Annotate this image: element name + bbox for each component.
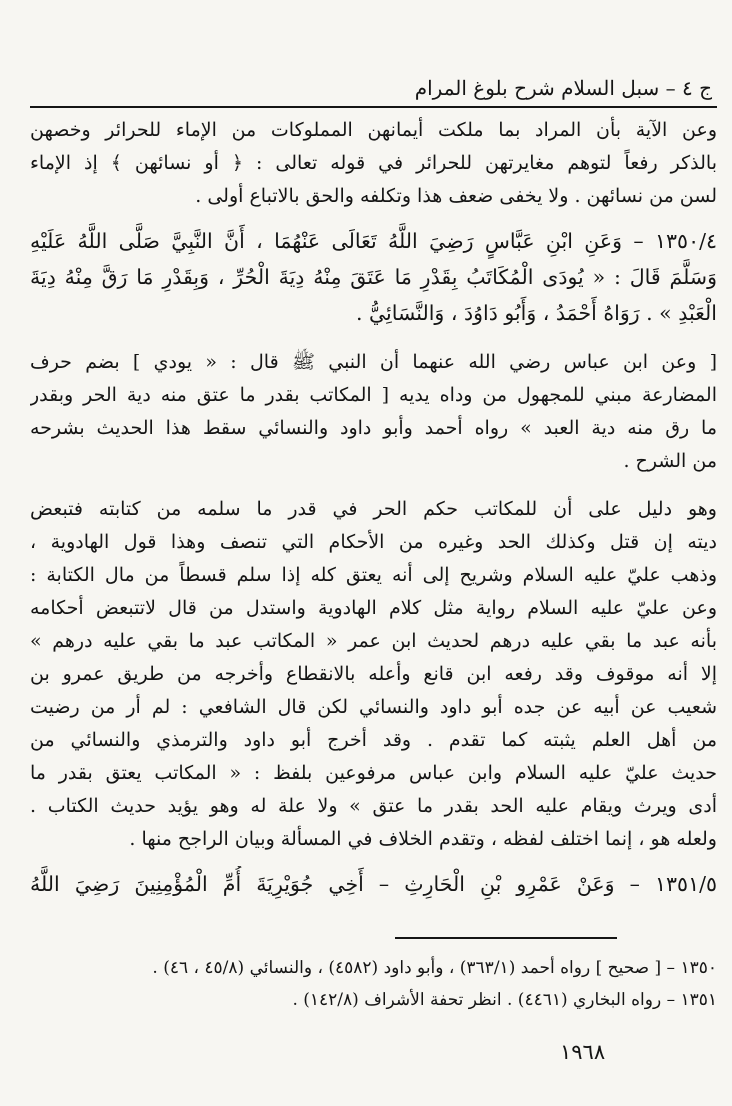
text-line: أدى ويرث ويقام عليه الحد بقدر ما عتق » ولا علة له وهو يؤيد حديث الكتاب .	[30, 795, 717, 817]
hadith-1351	[30, 866, 717, 902]
running-header	[20, 70, 712, 100]
page-number: ١٩٦٨	[560, 1040, 606, 1064]
hadith-line: ١٣٥٠/٤ – وَعَنِ ابْنِ عَبَّاسٍ رَضِيَ اللَّهُ تَعَالَى عَنْهُمَا ، أَنَّ النَّبِيَّ صَلَّى اللَّهُ عَلَيْهِ	[30, 229, 717, 253]
footnote-1351: ١٣٥١ – رواه البخاري (٤٤٦١) . انظر تحفة الأشراف (١٤٢/٨) .	[292, 990, 717, 1010]
text-line: وهو دليل على أن للمكاتب حكم الحر في قدر ما سلمه من كتابته فتبعض	[30, 498, 717, 520]
text-line: وذهب عليّ عليه السلام وشريح إلى أنه يعتق كله إذا سلم قسطاً من مال الكتابة :	[30, 564, 717, 586]
text-line: بالذكر رفعاً لتوهم مغايرتهن للحرائر في قوله تعالى : ﴿ أو نسائهن ﴾ إذ الإماء	[30, 152, 717, 174]
text-line: ولعله هو ، إنما اختلف لفظه ، وتقدم الخلاف في المسألة وبيان الراجح منها .	[129, 828, 717, 850]
text-line: من الشرح .	[623, 450, 717, 472]
text-line: من أهل العلم يثبته كما تقدم . وقد أخرج أبو داود والترمذي والنسائي من	[30, 729, 717, 751]
footnotes	[30, 952, 717, 1016]
running-title: ج ٤ – سبل السلام شرح بلوغ المرام	[414, 76, 712, 100]
text-line: لسن من نسائهن . ولا يخفى ضعف هذا وتكلفه والحق بالاتباع أولى .	[195, 185, 717, 207]
paragraph-commentary-3	[30, 493, 717, 856]
text-line: [ وعن ابن عباس رضي الله عنهما أن النبي ﷺ قال : « يودي ] بضم حرف	[30, 351, 717, 373]
text-line: ما رق منه دية العبد » رواه أحمد وأبو داود والنسائي سقط هذا الحديث بشرحه	[30, 417, 717, 439]
paragraph-commentary-2	[30, 346, 717, 478]
main-text	[30, 114, 717, 902]
text-line: المضارعة مبني للمجهول من وداه يديه [ المكاتب بقدر ما عتق منه دية الحر وبقدر	[30, 384, 717, 406]
hadith-line: الْعَبْدِ » . رَوَاهُ أَحْمَدُ ، وَأَبُو دَاوُدَ ، وَالنَّسَائِيُّ .	[355, 301, 717, 325]
text-line: شعيب عن أبيه عن جده أبو داود والنسائي لكن قال الشافعي : لم أر من رضيت	[30, 696, 717, 718]
text-line: وعن عليّ عليه السلام رواية مثل كلام الهادوية واستدل من قال لاتتبعض أحكامه	[30, 597, 717, 619]
header-rule	[30, 106, 717, 108]
text-line: حديث عليّ عليه السلام وابن عباس مرفوعين بلفظ : « المكاتب يعتق بقدر ما	[30, 762, 717, 784]
hadith-line: ١٣٥١/٥ – وَعَنْ عَمْرِو بْنِ الْحَارِثِ – أَخِي جُوَيْرِيَةَ أُمِّ الْمُؤْمِنِينَ رَضِيَ اللَّهُ	[30, 872, 717, 896]
hadith-line: وَسَلَّمَ قَالَ : « يُودَى الْمُكَاتَبُ بِقَدْرِ مَا عَتَقَ مِنْهُ دِيَةَ الْحُرِّ ، وَبِقَدْرِ مَا رَقَّ مِنْهُ دِيَةَ	[30, 265, 717, 289]
hadith-1350	[30, 223, 717, 331]
paragraph-commentary-1	[30, 114, 717, 213]
text-line: وعن الآية بأن المراد بما ملكت أيمانهن المملوكات من الإماء للحرائر وخصهن	[30, 119, 717, 141]
text-line: إلا أنه موقوف وقد رفعه ابن قانع وأعله بالانقطاع وأخرجه من طريق عمرو بن	[30, 663, 717, 685]
text-line: ديته إن قتل وكذلك الحد وغيره من الأحكام التي تنصف وهذا قول الهادوية ،	[30, 531, 717, 553]
text-line: بأنه عبد ما بقي عليه درهم لحديث ابن عمر « المكاتب عبد ما بقي عليه درهم »	[30, 630, 717, 652]
footnote-1350: ١٣٥٠ – [ صحيح ] رواه أحمد (٣٦٣/١) ، وأبو داود (٤٥٨٢) ، والنسائي (٤٥/٨ ، ٤٦) .	[152, 958, 717, 978]
footnote-rule	[395, 937, 617, 939]
